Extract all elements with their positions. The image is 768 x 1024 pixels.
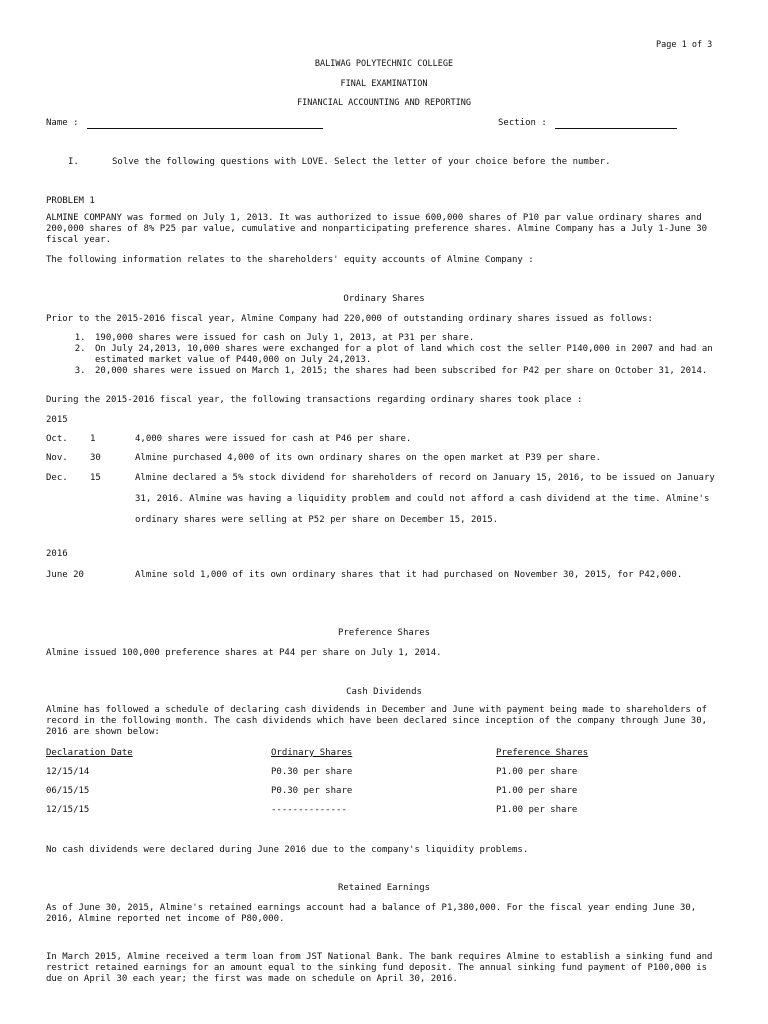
table-cell: P0.30 per share xyxy=(271,786,353,796)
instruction-number: I. xyxy=(68,157,79,167)
preference-paragraph: Almine issued 100,000 preference shares at P44 per share on July 1, 2014. xyxy=(46,648,442,658)
issuance-list xyxy=(46,333,763,377)
txn-text: Almine declared a 5% stock dividend for shareholders of record on January 15, 2016, to be issued on January 31, 2016. Almine was having a liquidity problem and could not afford a cash dividend at the time. Almine's ordinary shares were selling at P52 per share on December 15, 2015. xyxy=(135,473,715,525)
exam-title: FINAL EXAMINATION xyxy=(340,79,428,89)
retained-paragraph-1: As of June 30, 2015, Almine's retained earnings account had a balance of P1,380,000. For the fiscal year ending June 30, 2016, Almine reported net income of P80,000. xyxy=(46,903,697,924)
name-label: Name : xyxy=(46,118,79,128)
table-cell: P1.00 per share xyxy=(496,805,578,815)
preference-shares-heading: Preference Shares xyxy=(337,628,431,638)
txn-month: Nov. xyxy=(46,453,68,463)
intro-text: was formed on July 1, 2013. It was authorized to issue 600,000 shares of P10 par value ordinary shares and 200,000 shares of 8% P25 par value, cumulative and nonparticipating preference shares. Almine Company has a July 1-June 30 fiscal year. xyxy=(46,213,708,245)
problem-title: PROBLEM 1 xyxy=(46,196,95,206)
during-paragraph: During the 2015-2016 fiscal year, the following transactions regarding ordinary shares took place : xyxy=(46,395,583,405)
txn-month: Oct. xyxy=(46,434,68,444)
ordinary-shares-heading: Ordinary Shares xyxy=(343,294,425,304)
section-field[interactable] xyxy=(498,118,677,129)
txn-date: June 20 xyxy=(46,570,84,580)
txn-text: Almine sold 1,000 of its own ordinary shares that it had purchased on November 30, 2015, for P42,000. xyxy=(135,570,683,580)
name-blank-line[interactable] xyxy=(87,119,323,129)
txn-day: 15 xyxy=(90,473,101,483)
table-cell: P0.30 per share xyxy=(271,767,353,777)
info-paragraph: The following information relates to the shareholders' equity accounts of Almine Company : xyxy=(46,255,534,265)
instruction-text: Solve the following questions with LOVE. Select the letter of your choice before the number. xyxy=(112,157,611,167)
table-cell: 12/15/14 xyxy=(46,767,90,777)
table-cell: -------------- xyxy=(271,805,347,815)
cash-dividends-heading: Cash Dividends xyxy=(346,687,422,697)
retained-paragraph-2: In March 2015, Almine received a term loan from JST National Bank. The bank requires Almine to establish a sinking fund and restrict retained earnings for an amount equal to the sinking fund deposit. The annual sinking fund payment of P100,000 is due on April 30 each year; the first was made on schedule on April 30, 2016. xyxy=(46,952,713,984)
section-blank-line[interactable] xyxy=(555,119,677,129)
table-cell: P1.00 per share xyxy=(496,767,578,777)
table-cell: 12/15/15 xyxy=(46,805,90,815)
prior-paragraph: Prior to the 2015-2016 fiscal year, Almine Company had 220,000 of outstanding ordinary shares issued as follows: xyxy=(46,314,653,324)
txn-text: Almine purchased 4,000 of its own ordinary shares on the open market at P39 per share. xyxy=(135,453,601,463)
txn-day: 30 xyxy=(90,453,101,463)
column-header: Preference Shares xyxy=(496,748,589,758)
college-name: BALIWAG POLYTECHNIC COLLEGE xyxy=(314,59,454,69)
table-cell: 06/15/15 xyxy=(46,786,90,796)
column-header: Ordinary Shares xyxy=(271,748,353,758)
list-item: 2. On July 24,2013, 10,000 shares were exchanged for a plot of land which cost the seller P140,000 in 2007 and had an estimated market value of P440,000 on July 24,2013. xyxy=(91,344,763,366)
list-item: 3. 20,000 shares were issued on March 1, 2015; the shares had been subscribed for P42 per share on October 31, 2014. xyxy=(91,366,763,377)
txn-text: 4,000 shares were issued for cash at P46 per share. xyxy=(135,434,412,444)
company-name: ALMINE COMPANY xyxy=(46,213,122,223)
txn-day: 1 xyxy=(90,434,96,444)
dividends-note: No cash dividends were declared during June 2016 due to the company's liquidity problems. xyxy=(46,845,529,855)
page-number: Page 1 of 3 xyxy=(656,40,713,50)
subject-title: FINANCIAL ACCOUNTING AND REPORTING xyxy=(297,98,471,108)
txn-month: Dec. xyxy=(46,473,68,483)
column-header: Declaration Date xyxy=(46,748,133,758)
dividends-paragraph: Almine has followed a schedule of declaring cash dividends in December and June with payment being made to shareholders of record in the following month. The cash dividends which have been declared since inception of the company through June 30, 2016 are shown below: xyxy=(46,705,708,737)
year-2015: 2015 xyxy=(46,415,68,425)
table-cell: P1.00 per share xyxy=(496,786,578,796)
intro-paragraph xyxy=(46,213,718,246)
section-label: Section : xyxy=(498,118,547,128)
retained-earnings-heading: Retained Earnings xyxy=(337,883,431,893)
list-item: 1. 190,000 shares were issued for cash on July 1, 2013, at P31 per share. xyxy=(91,333,763,344)
year-2016: 2016 xyxy=(46,549,68,559)
name-field[interactable] xyxy=(46,118,323,129)
